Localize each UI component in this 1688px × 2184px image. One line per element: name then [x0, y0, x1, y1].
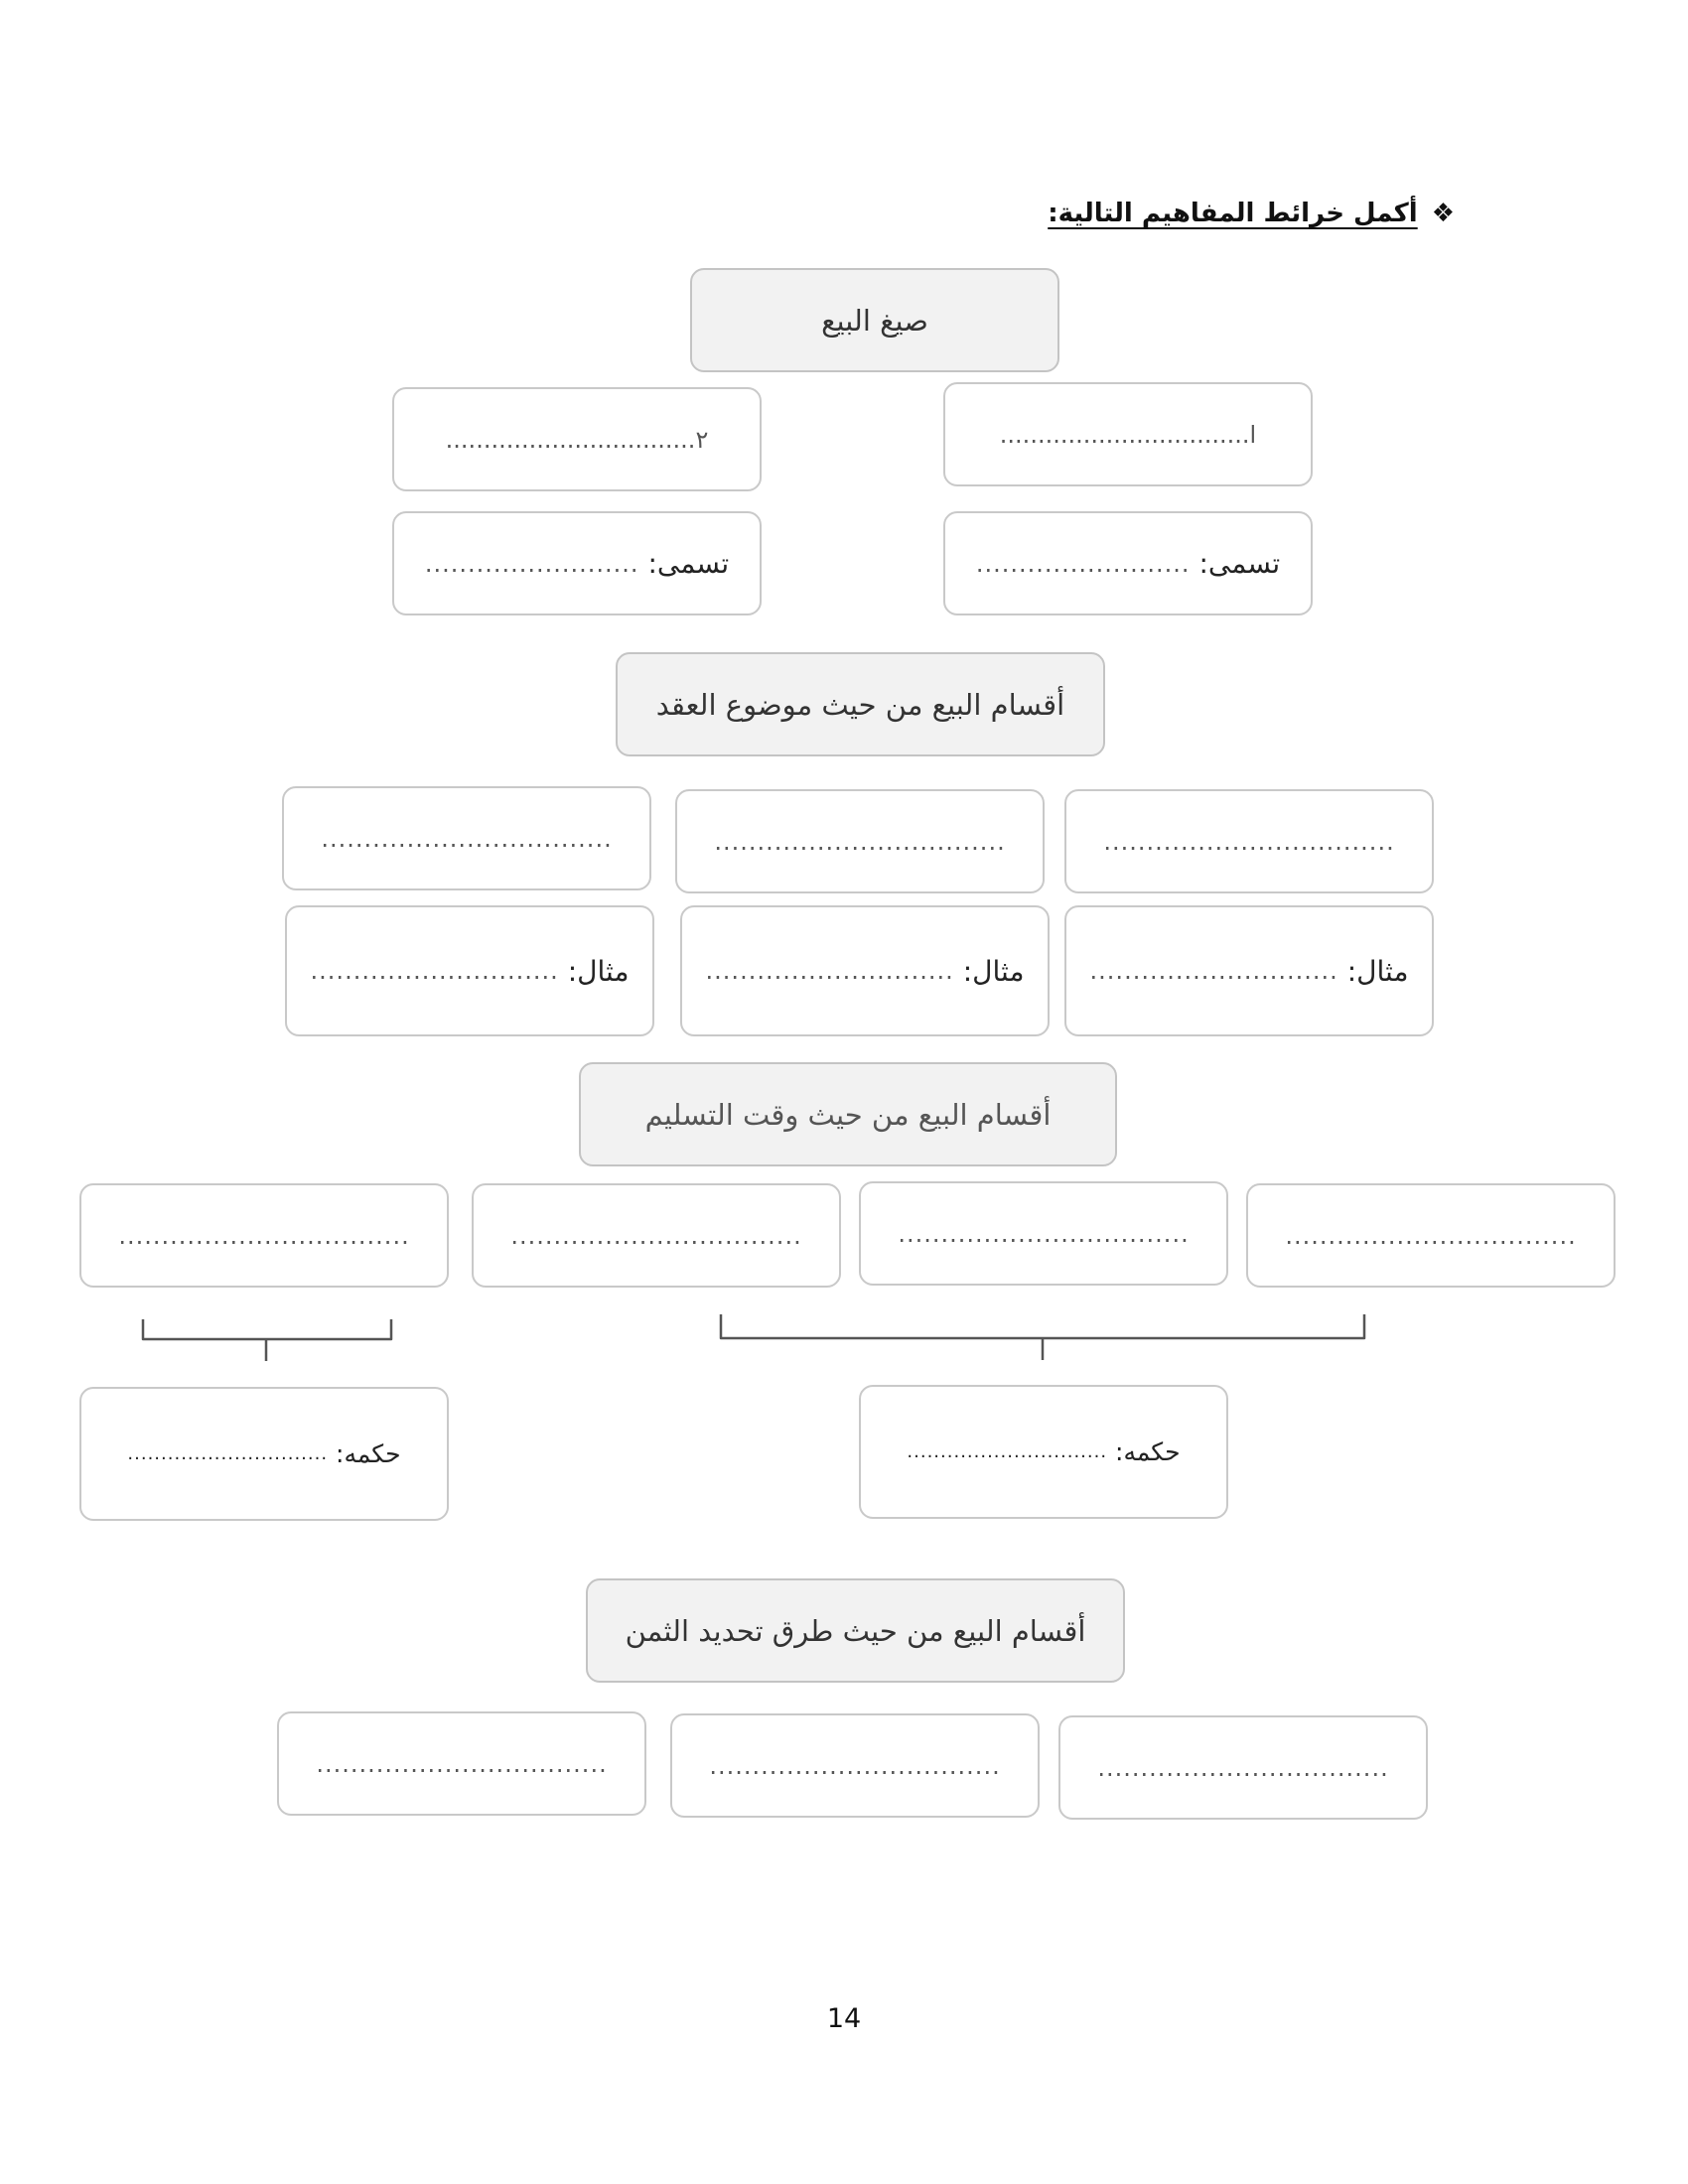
brace-connector-right: [715, 1310, 1370, 1366]
blank-text: .........................: [975, 549, 1191, 578]
answer-box-form-2[interactable]: [392, 387, 762, 491]
concept-title-text: أقسام البيع من حيث طرق تحديد الثمن: [625, 1613, 1086, 1648]
answer-box-subject-1[interactable]: [1064, 789, 1434, 893]
answer-box-ruling-1[interactable]: [859, 1385, 1228, 1519]
heading-text: أكمل خرائط المفاهيم التالية:: [1048, 199, 1418, 228]
named-label: تسمى:: [647, 547, 730, 580]
diamond-bullet-icon: ❖: [1431, 199, 1455, 228]
answer-box-price-2[interactable]: [670, 1713, 1040, 1818]
ruling-label: حكمه:: [336, 1439, 401, 1468]
answer-box-delivery-3[interactable]: [472, 1183, 841, 1288]
answer-box-subject-2[interactable]: [675, 789, 1045, 893]
blank-text: .........................: [424, 549, 639, 578]
answer-box-named-2[interactable]: [392, 511, 762, 615]
concept-title-sale-forms: [690, 268, 1059, 372]
concept-title-price-methods: [586, 1578, 1125, 1683]
example-label: مثال:: [962, 954, 1025, 988]
blank-text: ..................................: [714, 827, 1006, 856]
blank-text: ..................................: [709, 1751, 1001, 1780]
blank-text: .............................: [1089, 957, 1338, 985]
answer-box-form-1[interactable]: [943, 382, 1313, 486]
blank-text: ..............................: [907, 1441, 1108, 1462]
blank-text: .............................: [705, 957, 954, 985]
blank-text: ..................................: [118, 1221, 410, 1250]
concept-title-text: صيغ البيع: [821, 303, 928, 338]
concept-title-text: أقسام البيع من حيث موضوع العقد: [655, 687, 1065, 722]
example-label: مثال:: [567, 954, 630, 988]
answer-box-example-1[interactable]: [1064, 905, 1434, 1036]
answer-box-subject-3[interactable]: [282, 786, 651, 890]
answer-box-delivery-2[interactable]: [859, 1181, 1228, 1286]
blank-text: ..................................: [510, 1221, 802, 1250]
answer-box-ruling-2[interactable]: [79, 1387, 449, 1521]
brace-connector-left: [139, 1315, 397, 1367]
blank-text: ٢.................................: [445, 425, 709, 454]
concept-title-contract-subject: [616, 652, 1105, 756]
blank-text: ا.................................: [999, 420, 1257, 449]
blank-text: ..................................: [898, 1219, 1190, 1248]
answer-box-example-2[interactable]: [680, 905, 1050, 1036]
blank-text: .............................: [310, 957, 559, 985]
answer-box-price-3[interactable]: [277, 1711, 646, 1816]
answer-box-delivery-1[interactable]: [1246, 1183, 1616, 1288]
answer-box-delivery-4[interactable]: [79, 1183, 449, 1288]
concept-title-text: أقسام البيع من حيث وقت التسليم: [644, 1097, 1052, 1132]
instruction-heading: [1048, 199, 1455, 228]
concept-title-delivery-time: [579, 1062, 1117, 1166]
blank-text: ..............................: [127, 1443, 329, 1464]
blank-text: ..................................: [316, 1749, 608, 1778]
named-label: تسمى:: [1198, 547, 1281, 580]
blank-text: ..................................: [1097, 1753, 1389, 1782]
answer-box-example-3[interactable]: [285, 905, 654, 1036]
blank-text: ..................................: [1285, 1221, 1577, 1250]
answer-box-named-1[interactable]: [943, 511, 1313, 615]
page-number: 14: [826, 2003, 862, 2034]
blank-text: ..................................: [321, 824, 613, 853]
answer-box-price-1[interactable]: [1058, 1715, 1428, 1820]
ruling-label: حكمه:: [1115, 1437, 1181, 1466]
example-label: مثال:: [1346, 954, 1409, 988]
blank-text: ..................................: [1103, 827, 1395, 856]
